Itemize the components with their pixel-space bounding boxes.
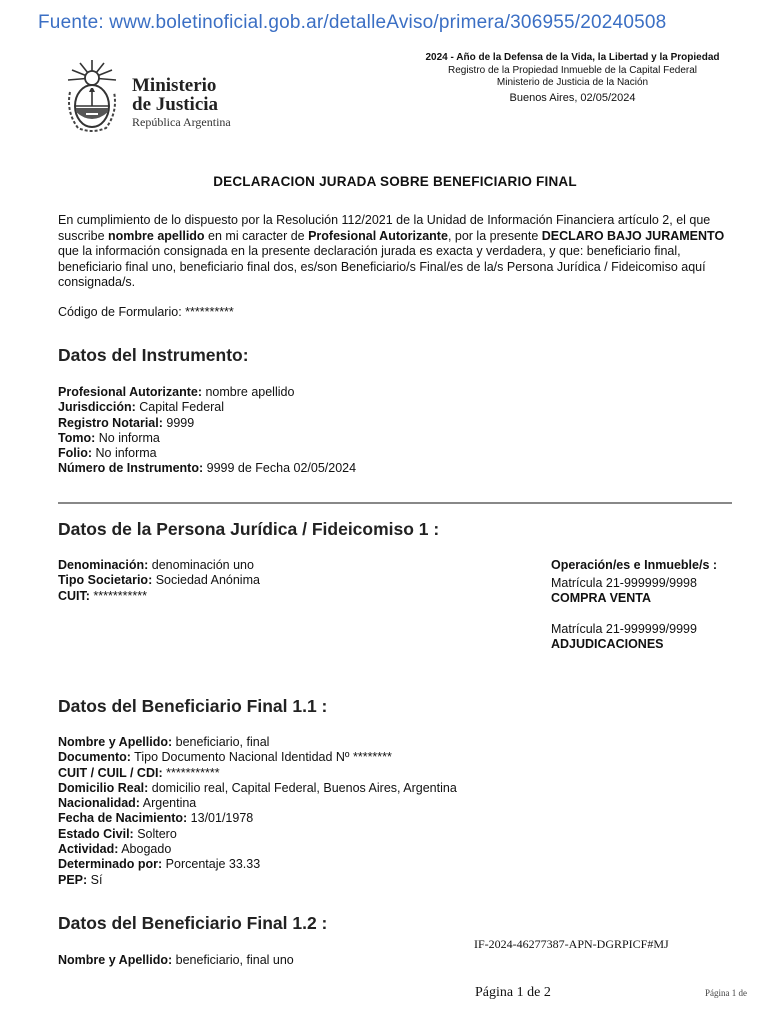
intro-text-1: En cumplimiento de lo dispuesto por la Resolución 112/2021 de la Unidad de Información Financiera artículo 2, el que suscribe <box>58 213 711 243</box>
beneficiario-2-fields <box>58 953 294 968</box>
field-value: No informa <box>92 446 157 461</box>
year-motto: 2024 - Año de la Defensa de la Vida, la Libertad y la Propiedad <box>425 52 720 63</box>
operacion-tipo-1: COMPRA VENTA <box>551 591 651 606</box>
field-row <box>58 766 457 781</box>
field-row <box>58 781 457 796</box>
intro-paragraph <box>58 213 738 291</box>
field-row <box>58 461 356 476</box>
registry-name: Registro de la Propiedad Inmueble de la Capital Federal <box>447 64 698 76</box>
field-value: 13/01/1978 <box>187 811 254 826</box>
field-row <box>58 750 457 765</box>
field-value: Capital Federal <box>135 400 225 415</box>
field-row <box>58 558 260 573</box>
field-label: Jurisdicción: <box>58 400 136 415</box>
operacion-tipo-2: ADJUDICACIONES <box>551 637 664 652</box>
logo-line-justicia: de Justicia <box>132 94 219 115</box>
field-label: Documento: <box>58 750 131 765</box>
field-row <box>58 953 294 968</box>
field-label: Profesional Autorizante: <box>58 385 202 399</box>
document-header <box>400 52 745 104</box>
section-divider <box>58 502 732 504</box>
source-url: Fuente: www.boletinoficial.gob.ar/detalleAviso/primera/306955/20240508 <box>38 12 667 33</box>
field-row <box>58 573 260 588</box>
field-row <box>58 827 457 842</box>
field-label: CUIT: <box>58 588 90 603</box>
field-row <box>58 431 356 446</box>
field-value: beneficiario, final <box>172 735 270 749</box>
section-heading-instrumento: Datos del Instrumento: <box>58 345 249 365</box>
field-row <box>58 589 260 604</box>
field-value: Sí <box>87 872 103 887</box>
logo-line-republica: República Argentina <box>132 115 231 129</box>
intro-text-4: que la información consignada en la presente declaración jurada es exacta y verdadera, y que: beneficiario final, beneficiario final uno, beneficiario final dos, es/son Beneficiario/s Final/es de la/s Persona Jurídica / Fideicomiso aquí consignada/s. <box>58 244 706 290</box>
section-heading-persona: Datos de la Persona Jurídica / Fideicomiso 1 : <box>58 519 440 539</box>
section-heading-beneficiario-2: Datos del Beneficiario Final 1.2 : <box>58 913 328 933</box>
field-label: Domicilio Real: <box>58 780 149 795</box>
field-value: Soltero <box>133 826 177 841</box>
place-date: Buenos Aires, 02/05/2024 <box>509 91 636 104</box>
document-id: IF-2024-46277387-APN-DGRPICF#MJ <box>474 937 669 951</box>
field-value: Argentina <box>139 796 197 811</box>
field-label: Denominación: <box>58 558 149 572</box>
field-row <box>58 796 457 811</box>
field-row <box>58 873 457 888</box>
field-row <box>58 811 457 826</box>
field-value: Tipo Documento Nacional Identidad Nº ******** <box>130 750 392 765</box>
field-label: Nombre y Apellido: <box>58 953 173 967</box>
ministry-name: Ministerio de Justicia de la Nación <box>496 77 649 88</box>
intro-signer-role: Profesional Autorizante <box>308 228 448 243</box>
field-row <box>58 842 457 857</box>
field-row <box>58 400 356 415</box>
field-value: No informa <box>95 430 160 445</box>
field-label: Nombre y Apellido: <box>58 735 173 749</box>
coat-of-arms-icon <box>60 56 124 136</box>
intro-text-3: , por la presente <box>447 228 542 243</box>
operaciones-block <box>551 558 717 653</box>
field-row <box>58 385 356 400</box>
spacer <box>551 607 717 622</box>
persona-fields <box>58 558 260 604</box>
field-label: PEP: <box>58 872 88 887</box>
field-label: Estado Civil: <box>58 826 134 841</box>
intro-text-2: en mi caracter de <box>204 228 309 243</box>
matricula-1: Matrícula 21-999999/9998 <box>551 575 697 590</box>
field-row <box>58 446 356 461</box>
intro-declaro: DECLARO BAJO JURAMENTO <box>541 228 725 243</box>
field-label: Tipo Societario: <box>58 573 153 588</box>
field-label: Registro Notarial: <box>58 415 163 430</box>
logo-line-ministerio: Ministerio <box>132 75 217 96</box>
field-label: Determinado por: <box>58 857 163 872</box>
intro-signer-name: nombre apellido <box>108 228 205 243</box>
instrumento-fields <box>58 385 356 477</box>
field-value: Porcentaje 33.33 <box>162 857 261 872</box>
document-title: DECLARACION JURADA SOBRE BENEFICIARIO FINAL <box>213 174 577 189</box>
field-value: nombre apellido <box>202 385 295 399</box>
field-label: CUIT / CUIL / CDI: <box>58 765 163 780</box>
field-label: Folio: <box>58 446 93 461</box>
page-number: Página 1 de 2 <box>475 985 551 1000</box>
field-value: 9999 <box>162 415 195 430</box>
field-value: beneficiario, final uno <box>172 953 294 967</box>
field-label: Nacionalidad: <box>58 796 140 811</box>
field-value: domicilio real, Capital Federal, Buenos Aires, Argentina <box>148 780 457 795</box>
section-heading-beneficiario-1: Datos del Beneficiario Final 1.1 : <box>58 696 328 716</box>
field-label: Actividad: <box>58 842 119 857</box>
field-row <box>58 857 457 872</box>
field-value: *********** <box>162 765 220 780</box>
field-value: *********** <box>89 588 147 603</box>
field-value: Abogado <box>118 842 172 857</box>
page-number-small: Página 1 de <box>705 988 747 998</box>
operaciones-heading: Operación/es e Inmueble/s : <box>551 558 718 572</box>
field-value: denominación uno <box>148 558 254 572</box>
field-value: 9999 de Fecha 02/05/2024 <box>203 461 357 476</box>
beneficiario-1-fields <box>58 735 457 888</box>
field-label: Tomo: <box>58 430 96 445</box>
ministry-logo <box>60 56 260 136</box>
field-value: Sociedad Anónima <box>152 573 260 588</box>
form-code: Código de Formulario: ********** <box>58 305 234 319</box>
matricula-2: Matrícula 21-999999/9999 <box>551 621 697 636</box>
field-row <box>58 735 457 750</box>
field-row <box>58 416 356 431</box>
field-label: Fecha de Nacimiento: <box>58 811 188 826</box>
field-label: Número de Instrumento: <box>58 461 204 476</box>
